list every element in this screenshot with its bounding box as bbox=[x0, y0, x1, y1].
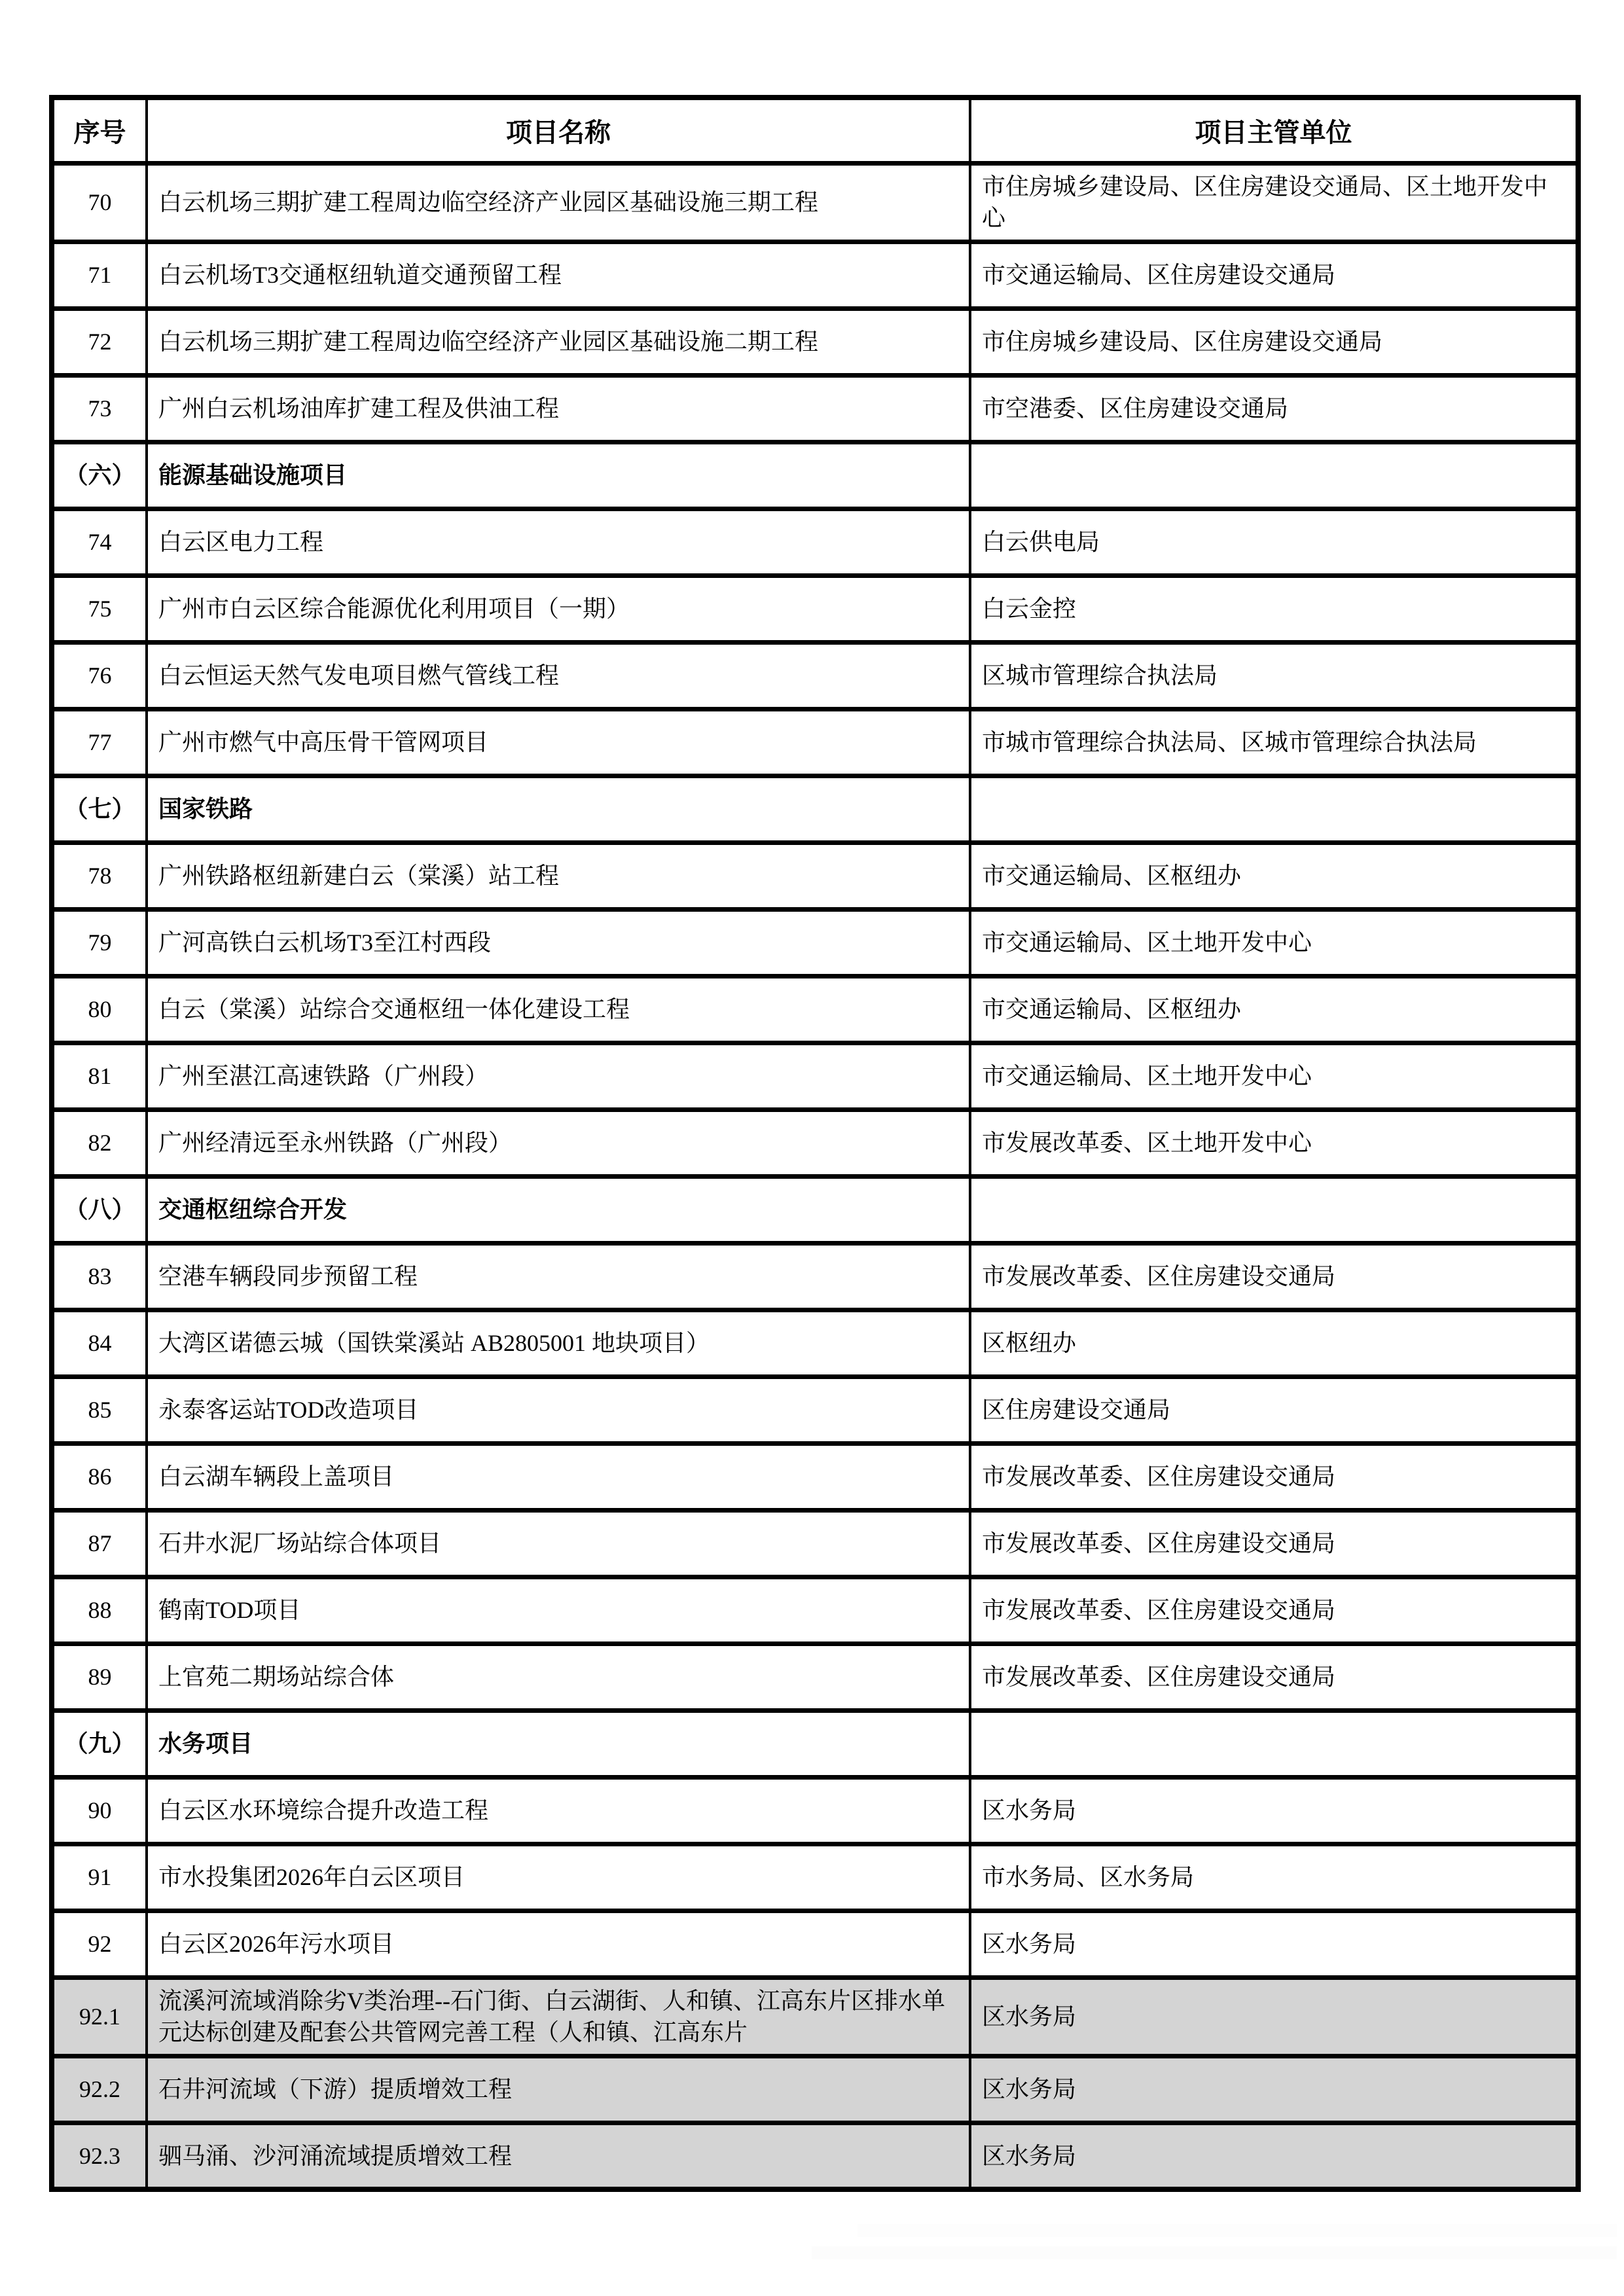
supervising-unit-cell: 市交通运输局、区枢纽办 bbox=[970, 976, 1578, 1043]
project-name-cell: 广州白云机场油库扩建工程及供油工程 bbox=[147, 375, 970, 442]
row-number-cell: 92.3 bbox=[52, 2123, 147, 2189]
supervising-unit-cell: 区水务局 bbox=[970, 1910, 1578, 1977]
supervising-unit-cell: 市水务局、区水务局 bbox=[970, 1844, 1578, 1910]
section-row bbox=[52, 1710, 1578, 1777]
row-number-cell: 88 bbox=[52, 1577, 147, 1643]
project-name-cell: 驷马涌、沙河涌流域提质增效工程 bbox=[147, 2123, 970, 2189]
supervising-unit-cell: 市发展改革委、区住房建设交通局 bbox=[970, 1243, 1578, 1310]
row-number-cell: 71 bbox=[52, 242, 147, 308]
row-number-cell: 87 bbox=[52, 1510, 147, 1577]
row-number-cell: 77 bbox=[52, 709, 147, 776]
row-number-cell: 90 bbox=[52, 1777, 147, 1844]
supervising-unit-cell: 市城市管理综合执法局、区城市管理综合执法局 bbox=[970, 709, 1578, 776]
row-number-cell: 89 bbox=[52, 1643, 147, 1710]
supervising-unit-cell bbox=[970, 776, 1578, 842]
project-name-cell: 能源基础设施项目 bbox=[147, 442, 970, 509]
section-row bbox=[52, 776, 1578, 842]
table-row bbox=[52, 1376, 1578, 1443]
supervising-unit-cell bbox=[970, 442, 1578, 509]
row-number-cell: 74 bbox=[52, 509, 147, 575]
table-row bbox=[52, 709, 1578, 776]
table-row bbox=[52, 375, 1578, 442]
supervising-unit-cell: 白云金控 bbox=[970, 575, 1578, 642]
project-name-cell: 白云机场三期扩建工程周边临空经济产业园区基础设施三期工程 bbox=[147, 163, 970, 242]
table-row bbox=[52, 1844, 1578, 1910]
table-row bbox=[52, 1443, 1578, 1510]
table-row bbox=[52, 1643, 1578, 1710]
project-name-cell: 大湾区诺德云城（国铁棠溪站 AB2805001 地块项目） bbox=[147, 1310, 970, 1376]
table-row bbox=[52, 909, 1578, 976]
supervising-unit-cell: 市发展改革委、区土地开发中心 bbox=[970, 1109, 1578, 1176]
scan-artifact-band bbox=[857, 2224, 1617, 2237]
project-name-cell: 市水投集团2026年白云区项目 bbox=[147, 1844, 970, 1910]
section-row bbox=[52, 442, 1578, 509]
table-header-row bbox=[52, 98, 1578, 163]
project-name-cell: 流溪河流域消除劣V类治理--石门街、白云湖街、人和镇、江高东片区排水单元达标创建及配套公共管网完善工程（人和镇、江高东片 bbox=[147, 1977, 970, 2056]
row-number-cell: 91 bbox=[52, 1844, 147, 1910]
row-number-cell: 70 bbox=[52, 163, 147, 242]
supervising-unit-cell: 区城市管理综合执法局 bbox=[970, 642, 1578, 709]
column-header-project-name: 项目名称 bbox=[147, 98, 970, 163]
table-row bbox=[52, 1243, 1578, 1310]
table-row bbox=[52, 976, 1578, 1043]
project-name-cell: 白云机场三期扩建工程周边临空经济产业园区基础设施二期工程 bbox=[147, 308, 970, 375]
table-row bbox=[52, 1109, 1578, 1176]
table-row bbox=[52, 2123, 1578, 2189]
project-name-cell: 白云机场T3交通枢纽轨道交通预留工程 bbox=[147, 242, 970, 308]
supervising-unit-cell: 市发展改革委、区住房建设交通局 bbox=[970, 1577, 1578, 1643]
row-number-cell: （六） bbox=[52, 442, 147, 509]
supervising-unit-cell: 区枢纽办 bbox=[970, 1310, 1578, 1376]
supervising-unit-cell: 区水务局 bbox=[970, 2056, 1578, 2123]
column-header-number: 序号 bbox=[52, 98, 147, 163]
project-table bbox=[49, 95, 1581, 2192]
row-number-cell: 92.2 bbox=[52, 2056, 147, 2123]
project-name-cell: 空港车辆段同步预留工程 bbox=[147, 1243, 970, 1310]
table-row bbox=[52, 575, 1578, 642]
row-number-cell: 92.1 bbox=[52, 1977, 147, 2056]
table-row bbox=[52, 2056, 1578, 2123]
supervising-unit-cell: 市发展改革委、区住房建设交通局 bbox=[970, 1510, 1578, 1577]
row-number-cell: 72 bbox=[52, 308, 147, 375]
table-row bbox=[52, 1043, 1578, 1109]
row-number-cell: 81 bbox=[52, 1043, 147, 1109]
supervising-unit-cell: 市交通运输局、区土地开发中心 bbox=[970, 1043, 1578, 1109]
supervising-unit-cell: 市发展改革委、区住房建设交通局 bbox=[970, 1643, 1578, 1710]
supervising-unit-cell: 市发展改革委、区住房建设交通局 bbox=[970, 1443, 1578, 1510]
row-number-cell: 80 bbox=[52, 976, 147, 1043]
project-name-cell: 水务项目 bbox=[147, 1710, 970, 1777]
project-name-cell: 石井河流域（下游）提质增效工程 bbox=[147, 2056, 970, 2123]
supervising-unit-cell: 市空港委、区住房建设交通局 bbox=[970, 375, 1578, 442]
row-number-cell: （九） bbox=[52, 1710, 147, 1777]
project-name-cell: 白云（棠溪）站综合交通枢纽一体化建设工程 bbox=[147, 976, 970, 1043]
project-name-cell: 石井水泥厂场站综合体项目 bbox=[147, 1510, 970, 1577]
table-row bbox=[52, 509, 1578, 575]
supervising-unit-cell: 区水务局 bbox=[970, 2123, 1578, 2189]
supervising-unit-cell bbox=[970, 1710, 1578, 1777]
table-row bbox=[52, 642, 1578, 709]
supervising-unit-cell: 区水务局 bbox=[970, 1777, 1578, 1844]
row-number-cell: 75 bbox=[52, 575, 147, 642]
table-row bbox=[52, 1977, 1578, 2056]
supervising-unit-cell: 区水务局 bbox=[970, 1977, 1578, 2056]
row-number-cell: 76 bbox=[52, 642, 147, 709]
scan-artifact-band-2 bbox=[812, 2246, 1617, 2259]
project-name-cell: 上官苑二期场站综合体 bbox=[147, 1643, 970, 1710]
table-row bbox=[52, 1910, 1578, 1977]
row-number-cell: 79 bbox=[52, 909, 147, 976]
supervising-unit-cell: 市交通运输局、区枢纽办 bbox=[970, 842, 1578, 909]
row-number-cell: 86 bbox=[52, 1443, 147, 1510]
table-row bbox=[52, 242, 1578, 308]
project-name-cell: 广州经清远至永州铁路（广州段） bbox=[147, 1109, 970, 1176]
supervising-unit-cell: 市住房城乡建设局、区住房建设交通局 bbox=[970, 308, 1578, 375]
row-number-cell: 83 bbox=[52, 1243, 147, 1310]
project-name-cell: 广州市白云区综合能源优化利用项目（一期） bbox=[147, 575, 970, 642]
table-row bbox=[52, 1310, 1578, 1376]
supervising-unit-cell: 市交通运输局、区土地开发中心 bbox=[970, 909, 1578, 976]
row-number-cell: 85 bbox=[52, 1376, 147, 1443]
project-table-container bbox=[49, 95, 1576, 2192]
project-name-cell: 广州市燃气中高压骨干管网项目 bbox=[147, 709, 970, 776]
project-name-cell: 白云区水环境综合提升改造工程 bbox=[147, 1777, 970, 1844]
table-row bbox=[52, 308, 1578, 375]
project-name-cell: 白云恒运天然气发电项目燃气管线工程 bbox=[147, 642, 970, 709]
table-row bbox=[52, 1577, 1578, 1643]
supervising-unit-cell: 市交通运输局、区住房建设交通局 bbox=[970, 242, 1578, 308]
supervising-unit-cell bbox=[970, 1176, 1578, 1243]
table-row bbox=[52, 842, 1578, 909]
table-row bbox=[52, 1510, 1578, 1577]
table-row bbox=[52, 1777, 1578, 1844]
project-name-cell: 白云区2026年污水项目 bbox=[147, 1910, 970, 1977]
project-name-cell: 交通枢纽综合开发 bbox=[147, 1176, 970, 1243]
table-row bbox=[52, 163, 1578, 242]
project-name-cell: 国家铁路 bbox=[147, 776, 970, 842]
row-number-cell: （七） bbox=[52, 776, 147, 842]
project-name-cell: 广河高铁白云机场T3至江村西段 bbox=[147, 909, 970, 976]
project-name-cell: 白云区电力工程 bbox=[147, 509, 970, 575]
project-name-cell: 广州至湛江高速铁路（广州段） bbox=[147, 1043, 970, 1109]
project-name-cell: 广州铁路枢纽新建白云（棠溪）站工程 bbox=[147, 842, 970, 909]
supervising-unit-cell: 区住房建设交通局 bbox=[970, 1376, 1578, 1443]
project-name-cell: 永泰客运站TOD改造项目 bbox=[147, 1376, 970, 1443]
row-number-cell: （八） bbox=[52, 1176, 147, 1243]
row-number-cell: 84 bbox=[52, 1310, 147, 1376]
column-header-supervising-unit: 项目主管单位 bbox=[970, 98, 1578, 163]
table-body bbox=[52, 163, 1578, 2189]
row-number-cell: 82 bbox=[52, 1109, 147, 1176]
supervising-unit-cell: 白云供电局 bbox=[970, 509, 1578, 575]
row-number-cell: 73 bbox=[52, 375, 147, 442]
section-row bbox=[52, 1176, 1578, 1243]
supervising-unit-cell: 市住房城乡建设局、区住房建设交通局、区土地开发中心 bbox=[970, 163, 1578, 242]
row-number-cell: 78 bbox=[52, 842, 147, 909]
project-name-cell: 白云湖车辆段上盖项目 bbox=[147, 1443, 970, 1510]
project-name-cell: 鹤南TOD项目 bbox=[147, 1577, 970, 1643]
row-number-cell: 92 bbox=[52, 1910, 147, 1977]
